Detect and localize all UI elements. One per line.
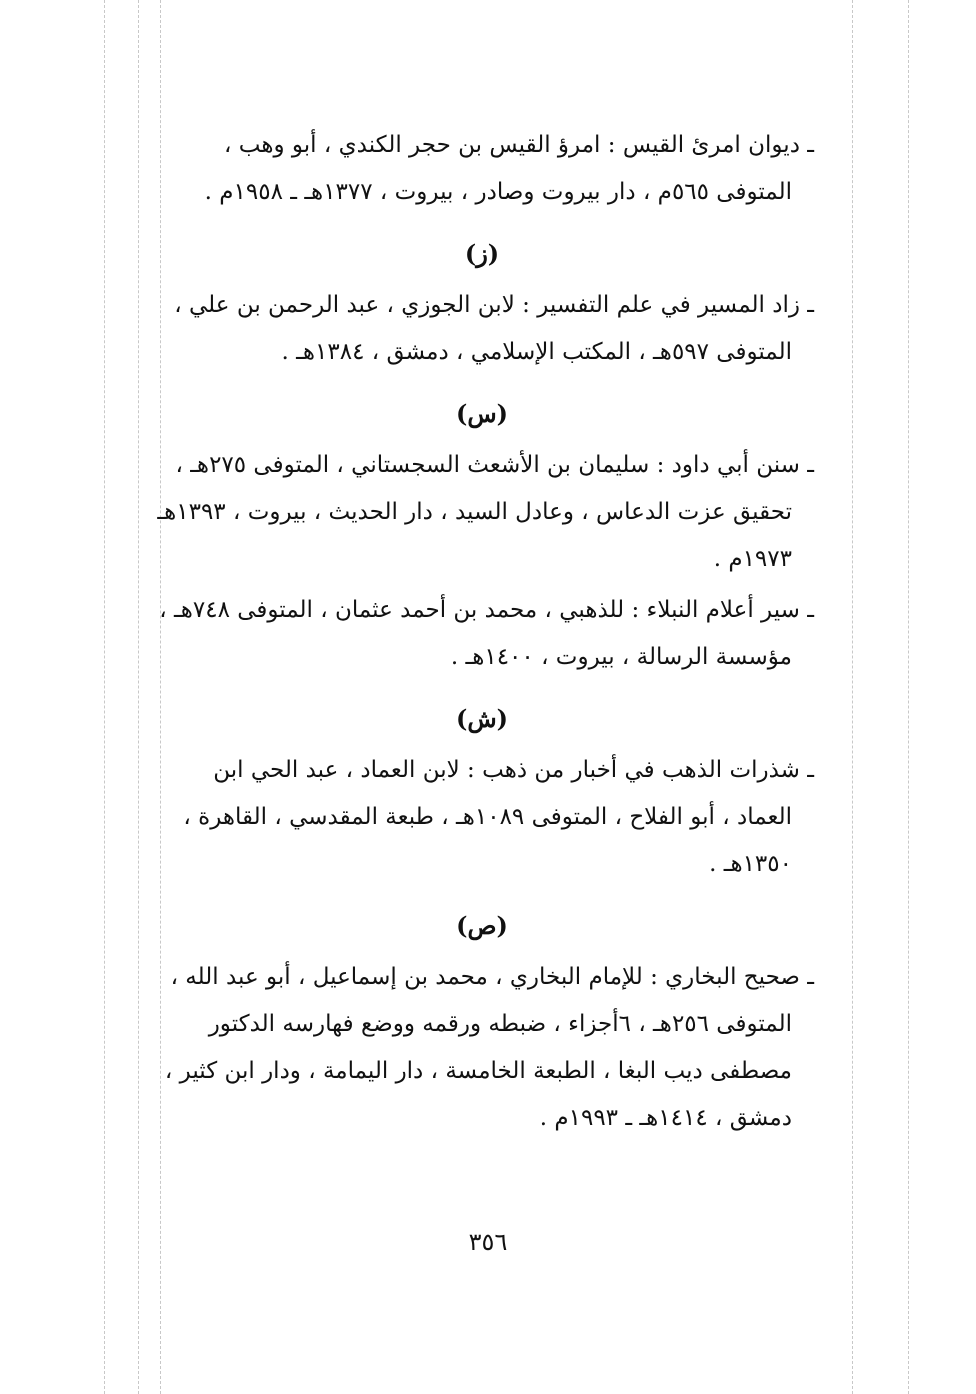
scan-line <box>104 0 105 1394</box>
entry-line: ١٣٥٠هـ . <box>709 851 792 877</box>
bibliography-entry <box>150 747 814 888</box>
entry-line: ـ صحيح البخاري : للإمام البخاري ، محمد بن إسماعيل ، أبو عبد الله ، <box>170 964 814 990</box>
section-heading: (ش) <box>455 704 508 733</box>
section-diwan <box>150 122 814 216</box>
section-sin <box>150 394 814 681</box>
entry-line: العماد ، أبو الفلاح ، المتوفى ١٠٨٩هـ ، طبعة المقدسي ، القاهرة ، <box>183 804 792 830</box>
bibliography-entry <box>150 442 814 583</box>
entry-line: ـ شذرات الذهب في أخبار من ذهب : لابن العماد ، عبد الحي ابن <box>213 757 814 783</box>
section-heading: (س) <box>455 399 508 428</box>
bibliography-page <box>150 122 814 1146</box>
entry-line: ـ سنن أبي داود : سليمان بن الأشعث السجستاني ، المتوفى ٢٧٥هـ ، <box>175 452 814 478</box>
entry-line: المتوفى ٢٥٦هـ ، ٦أجزاء ، ضبطه ورقمه ووضع فهارسه الدكتور <box>208 1011 792 1037</box>
entry-line: المتوفى ٥٦٥م ، دار بيروت وصادر ، بيروت ، ١٣٧٧هـ ـ ١٩٥٨م . <box>204 179 792 205</box>
bibliography-entry <box>150 954 814 1142</box>
section-sad <box>150 906 814 1142</box>
bibliography-entry <box>150 122 814 216</box>
scan-line <box>852 0 853 1394</box>
section-heading: (ز) <box>464 239 500 268</box>
bibliography-entry <box>150 587 814 681</box>
entry-line: مؤسسة الرسالة ، بيروت ، ١٤٠٠هـ . <box>450 644 792 670</box>
entry-line: دمشق ، ١٤١٤هـ ـ ١٩٩٣م . <box>539 1105 792 1131</box>
entry-line: ـ زاد المسير في علم التفسير : لابن الجوزي ، عبد الرحمن بن علي ، <box>174 292 814 318</box>
scan-line <box>138 0 139 1394</box>
bibliography-entry <box>150 282 814 376</box>
scan-line <box>908 0 909 1394</box>
page-number: ٣٥٦ <box>468 1228 508 1256</box>
entry-line: تحقيق عزت الدعاس ، وعادل السيد ، دار الحديث ، بيروت ، ١٣٩٣هـ <box>157 499 792 525</box>
section-heading: (ص) <box>456 911 508 940</box>
entry-line: المتوفى ٥٩٧هـ ، المكتب الإسلامي ، دمشق ، ١٣٨٤هـ . <box>281 339 792 365</box>
entry-line: ١٩٧٣م . <box>713 546 792 572</box>
entry-line: ـ سير أعلام النبلاء : للذهبي ، محمد بن أحمد عثمان ، المتوفى ٧٤٨هـ ، <box>159 597 814 623</box>
section-zay <box>150 234 814 376</box>
section-shin <box>150 699 814 888</box>
entry-line: مصطفى ديب البغا ، الطبعة الخامسة ، دار اليمامة ، ودار ابن كثير ، <box>164 1058 792 1084</box>
entry-line: ـ ديوان امرئ القيس : امرؤ القيس بن حجر الكندي ، أبو وهب ، <box>224 132 814 158</box>
